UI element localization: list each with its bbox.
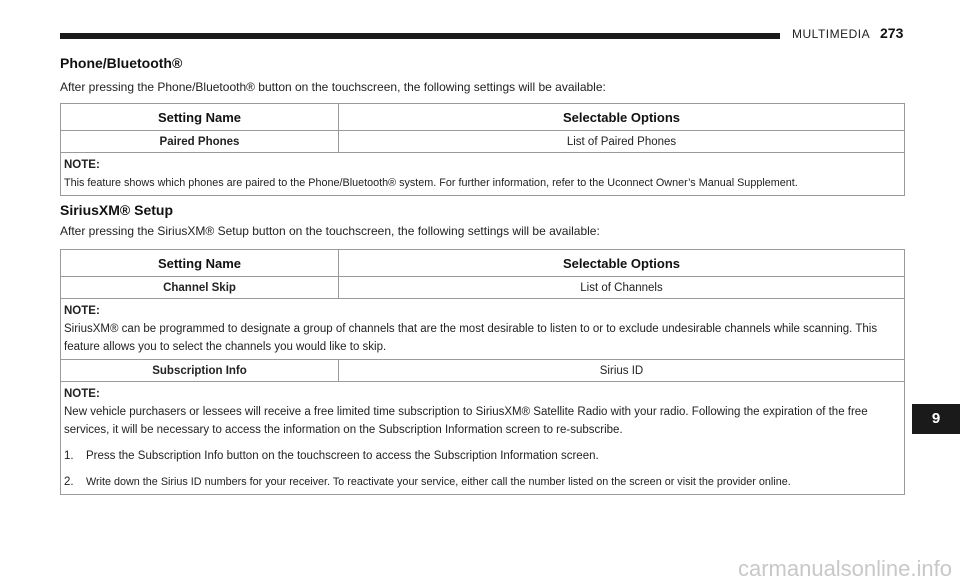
step-text: Press the Subscription Info button on the touchscreen to access the Subscription Information screen.	[86, 450, 599, 462]
chapter-tab: 9	[912, 404, 960, 434]
phone-bluetooth-intro: After pressing the Phone/Bluetooth® button on the touchscreen, the following settings will be available:	[60, 80, 606, 94]
table-row	[61, 131, 905, 153]
column-header-setting-name: Setting Name	[61, 104, 339, 131]
column-header-selectable-options: Selectable Options	[339, 250, 905, 277]
step-text: Write down the Sirius ID numbers for your receiver. To reactivate your service, either call the number listed on the screen or visit the provider online.	[86, 476, 791, 488]
column-header-selectable-options: Selectable Options	[339, 104, 905, 131]
siriusxm-setup-heading: SiriusXM® Setup	[60, 202, 173, 218]
step-item	[64, 473, 901, 491]
siriusxm-settings-table	[60, 249, 905, 495]
setting-channel-skip: Channel Skip	[61, 277, 339, 299]
note-label: NOTE:	[64, 159, 100, 171]
note-label: NOTE:	[64, 305, 100, 317]
column-header-setting-name: Setting Name	[61, 250, 339, 277]
subscription-note	[61, 382, 905, 495]
watermark: carmanualsonline.info	[737, 556, 952, 581]
note-text: SiriusXM® can be programmed to designate a group of channels that are the most desirable to listen to or to exclude undesirable channels while scanning. This feature allows you to select the channels you would like to skip.	[64, 323, 878, 353]
phone-note	[61, 153, 905, 196]
step-number: 2.	[64, 476, 74, 488]
option-list-of-channels: List of Channels	[339, 277, 905, 299]
siriusxm-setup-intro: After pressing the SiriusXM® Setup button on the touchscreen, the following settings will be available:	[60, 224, 600, 238]
table-row	[61, 360, 905, 382]
note-text: This feature shows which phones are paired to the Phone/Bluetooth® system. For further information, refer to the Uconnect Owner’s Manual Supplement.	[64, 177, 798, 189]
phone-bluetooth-heading: Phone/Bluetooth®	[60, 55, 183, 71]
section-title: MULTIMEDIA	[792, 27, 871, 41]
step-number: 1.	[64, 450, 74, 462]
table-row	[61, 277, 905, 299]
table-header-row	[61, 250, 905, 277]
note-row	[61, 299, 905, 360]
step-item	[64, 447, 901, 465]
note-row	[61, 153, 905, 196]
setting-subscription-info: Subscription Info	[61, 360, 339, 382]
note-label: NOTE:	[64, 388, 100, 400]
channel-skip-note	[61, 299, 905, 360]
option-sirius-id: Sirius ID	[339, 360, 905, 382]
note-text: New vehicle purchasers or lessees will receive a free limited time subscription to SiriusXM® Satellite Radio with your radio. Following the expiration of the free services, it will be necessary to access the information on the Subscription Information screen to re-subscribe.	[64, 406, 868, 436]
setting-paired-phones: Paired Phones	[61, 131, 339, 153]
table-header-row	[61, 104, 905, 131]
header-rule	[60, 33, 780, 39]
note-row	[61, 382, 905, 495]
phone-settings-table	[60, 103, 905, 196]
option-list-of-paired-phones: List of Paired Phones	[339, 131, 905, 153]
page-number: 273	[880, 25, 904, 41]
